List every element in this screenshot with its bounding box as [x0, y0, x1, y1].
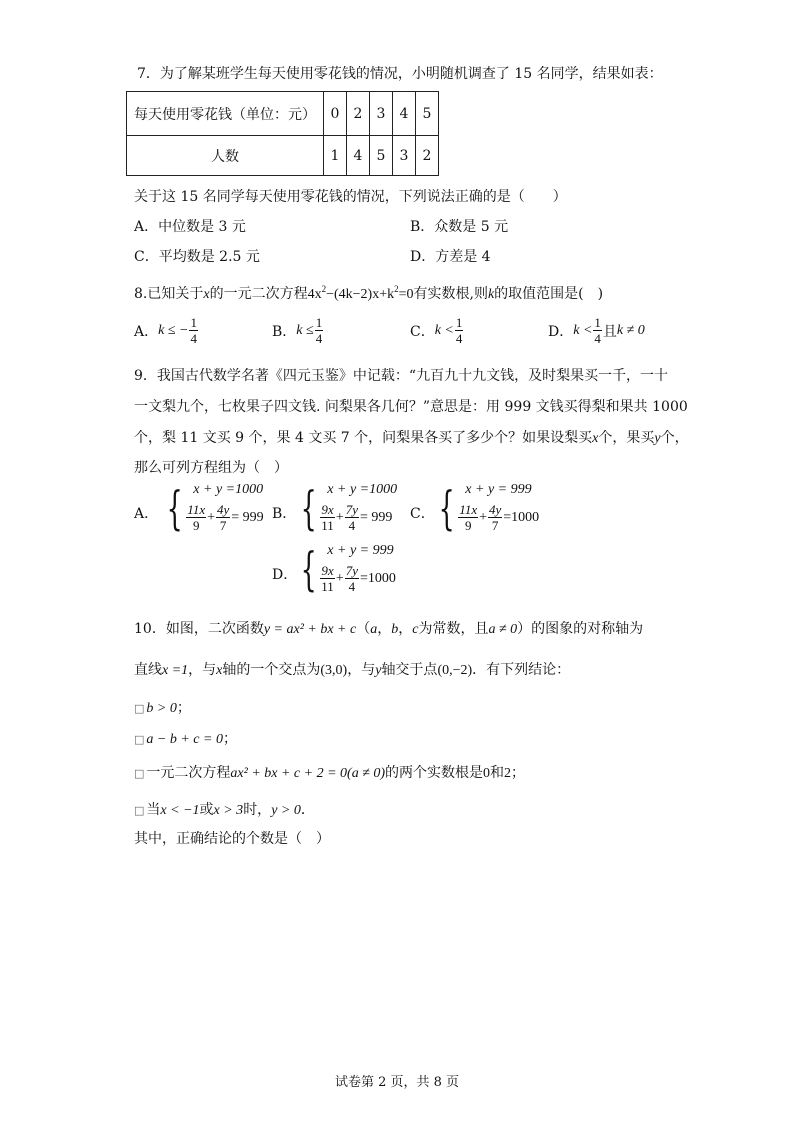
- q7-table: [126, 91, 439, 176]
- table-cell: 5: [370, 136, 393, 176]
- q7-option-c: C．平均数是 2.5 元: [134, 249, 260, 265]
- q7-stem: 7．为了解某班学生每天使用零花钱的情况，小明随机调查了 15 名同学，结果如表：: [137, 66, 663, 82]
- q9-option-c-label: C．: [410, 506, 435, 522]
- q10-conclusion-3: □ 一元二次方程ax² + bx + c + 2 = 0(a ≠ 0)的两个实数根是0和2；: [134, 765, 526, 781]
- q9-option-b-system: { x + y =1000 $\frac{9x}{11}$ + $\frac{7y}{4}$ = 999: [300, 480, 398, 535]
- q8-option-a: A． k ≤ − $\frac{1}{4}$: [134, 315, 197, 346]
- q7-question: 关于这 15 名同学每天使用零花钱的情况，下列说法正确的是（ ）: [134, 189, 567, 205]
- q10-conclusion-2: □ a − b + c = 0；: [134, 731, 237, 747]
- q8-stem: 8.已知关于x的一元二次方程$4x^2-(4k-2)x+k^2=0$有实数根,则k的取值范围是( ): [134, 284, 604, 302]
- q9-option-a-system: { x + y =1000 $\frac{11x}{9}$ + $\frac{4y}{7}$ = 999: [166, 480, 264, 535]
- table-cell: 5: [416, 92, 439, 136]
- table-cell: 4: [347, 136, 370, 176]
- q7-option-d: D．方差是 4: [410, 249, 491, 265]
- table-cell: 3: [370, 92, 393, 136]
- q9-line-1: 9．我国古代数学名著《四元玉鉴》中记载：“九百九十九文钱，及时梨果买一千，一十: [134, 368, 669, 384]
- table-cell: 2: [416, 136, 439, 176]
- q9-option-c-system: { x + y = 999 $\frac{11x}{9}$ + $\frac{4y}{7}$ =1000: [438, 480, 540, 535]
- q9-option-d-system: { x + y = 999 $\frac{9x}{11}$ + $\frac{7y}{4}$ =1000: [300, 541, 396, 596]
- bullet-box-icon: □: [134, 733, 145, 746]
- q10-line-1: 10．如图，二次函数y = ax² + bx + c（a，b，c为常数，且a ≠ 0）的图象的对称轴为: [134, 621, 644, 637]
- q10-line-2: 直线x =1，与x轴的一个交点为(3,0)，与y轴交于点(0,−2)．有下列结论：: [134, 662, 571, 678]
- q8-option-d: D． k < $\frac{1}{4}$ 且 k ≠ 0: [548, 315, 645, 346]
- table-cell: 3: [393, 136, 416, 176]
- q10-conclusion-4: □ 当x < −1或x > 3时，y > 0．: [134, 802, 315, 818]
- q9-option-a-label: A．: [134, 506, 159, 522]
- table-cell: 4: [393, 92, 416, 136]
- table-cell: 1: [324, 136, 347, 176]
- q10-closing: 其中，正确结论的个数是（ ）: [134, 831, 330, 847]
- q9-option-b-label: B．: [272, 506, 297, 522]
- q8-option-b: B． k ≤ $\frac{1}{4}$: [272, 315, 323, 346]
- bullet-box-icon: □: [134, 804, 145, 817]
- bullet-box-icon: □: [134, 702, 145, 715]
- page-footer: 试卷第 2 页，共 8 页: [334, 1075, 460, 1090]
- table-cell: 0: [324, 92, 347, 136]
- q9-line-4: 那么可列方程组为（ ）: [134, 460, 288, 476]
- q7-option-b: B．众数是 5 元: [410, 219, 509, 235]
- table-header-cell: 人数: [127, 136, 324, 176]
- q10-conclusion-1: □ b > 0；: [134, 700, 191, 716]
- bullet-box-icon: □: [134, 767, 145, 780]
- q7-option-a: A．中位数是 3 元: [134, 219, 246, 235]
- q9-option-d-label: D．: [272, 567, 298, 583]
- table-cell: 2: [347, 92, 370, 136]
- table-header-cell: 每天使用零花钱（单位：元）: [127, 92, 324, 136]
- q9-line-2: 一文梨九个，七枚果子四文钱. 问梨果各几何？”意思是：用 999 文钱买得梨和果共 1000: [134, 399, 688, 415]
- q9-line-3: 个，梨 11 文买 9 个，果 4 文买 7 个，问梨果各买了多少个？如果设梨买x个，果买y个，: [134, 430, 689, 446]
- q8-option-c: C． k < $\frac{1}{4}$: [410, 315, 463, 346]
